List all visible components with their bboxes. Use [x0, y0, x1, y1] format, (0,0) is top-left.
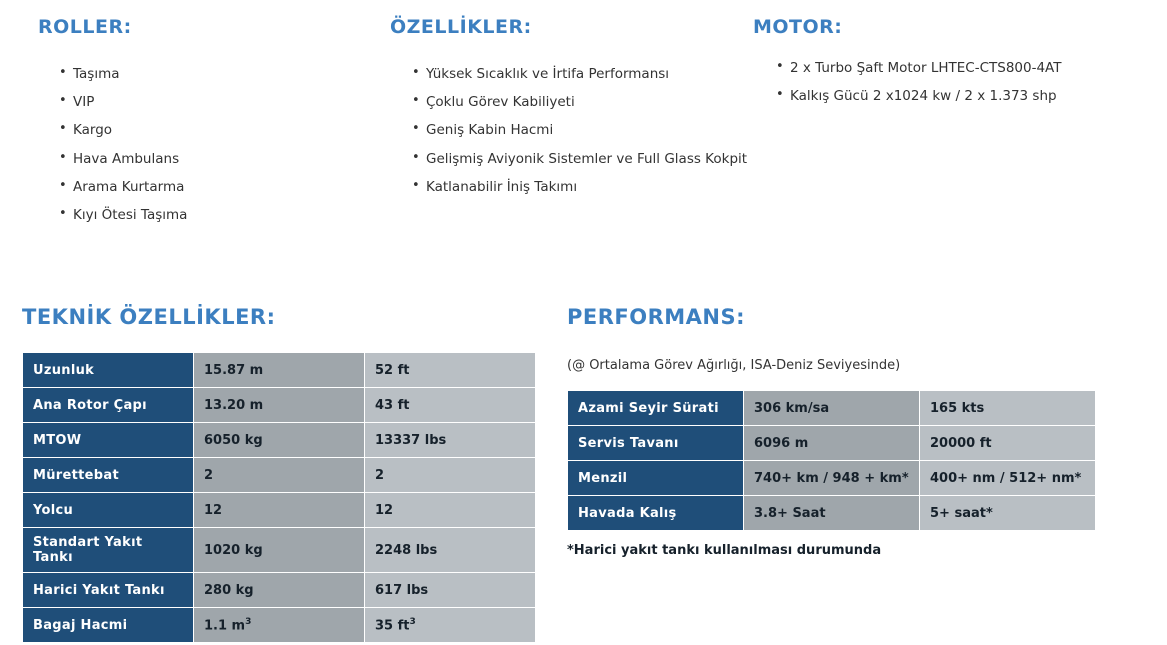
- spec-imperial-cell: 35 $ft^3$: [365, 608, 536, 643]
- table-row: [568, 461, 1096, 496]
- spec-metric-cell: 6096 m: [744, 426, 920, 461]
- features-heading: ÖZELLİKLER:: [390, 16, 532, 38]
- engine-list: [772, 60, 1167, 116]
- performance-heading: PERFORMANS:: [567, 305, 746, 329]
- table-row: [23, 353, 536, 388]
- spec-label-cell: Standart Yakıt Tankı: [23, 528, 194, 573]
- spec-metric-cell: 2: [194, 458, 365, 493]
- performance-footnote: *Harici yakıt tankı kullanılması durumunda: [567, 543, 882, 558]
- table-row: [23, 388, 536, 423]
- list-item: • Kalkış Gücü 2 x1024 kw / 2 x 1.373 shp: [790, 88, 1167, 104]
- table-row: [23, 458, 536, 493]
- technical-heading: TEKNİK ÖZELLİKLER:: [22, 305, 276, 329]
- list-item: • Geniş Kabin Hacmi: [426, 122, 806, 138]
- spec-metric-cell: 15.87 m: [194, 353, 365, 388]
- spec-label-cell: Harici Yakıt Tankı: [23, 573, 194, 608]
- spec-label-cell: Ana Rotor Çapı: [23, 388, 194, 423]
- table-row: [568, 391, 1096, 426]
- list-item: • Kıyı Ötesi Taşıma: [73, 207, 373, 223]
- table-row: [23, 528, 536, 573]
- spec-metric-cell: 12: [194, 493, 365, 528]
- spec-imperial-cell: 52 ft: [365, 353, 536, 388]
- list-item: • Hava Ambulans: [73, 151, 373, 167]
- list-item: • Kargo: [73, 122, 373, 138]
- table-row: [568, 426, 1096, 461]
- performance-specs-table: [567, 390, 1096, 531]
- spec-imperial-cell: 2248 lbs: [365, 528, 536, 573]
- spec-label-cell: Bagaj Hacmi: [23, 608, 194, 643]
- list-item: • Arama Kurtarma: [73, 179, 373, 195]
- spec-label-cell: Havada Kalış: [568, 496, 744, 531]
- spec-imperial-cell: 13337 lbs: [365, 423, 536, 458]
- table-row: [23, 573, 536, 608]
- table-row: [23, 493, 536, 528]
- spec-label-cell: Servis Tavanı: [568, 426, 744, 461]
- spec-imperial-cell: 20000 ft: [920, 426, 1096, 461]
- spec-imperial-cell: 2: [365, 458, 536, 493]
- spec-label-cell: Mürettebat: [23, 458, 194, 493]
- roles-list: [55, 66, 373, 235]
- features-list: [408, 66, 806, 207]
- list-item: • Taşıma: [73, 66, 373, 82]
- list-item: • Çoklu Görev Kabiliyeti: [426, 94, 806, 110]
- spec-metric-cell: 13.20 m: [194, 388, 365, 423]
- spec-imperial-cell: 165 kts: [920, 391, 1096, 426]
- list-item: • Gelişmiş Aviyonik Sistemler ve Full Glass Kokpit: [426, 151, 806, 167]
- spec-metric-cell: 280 kg: [194, 573, 365, 608]
- list-item: • VIP: [73, 94, 373, 110]
- spec-metric-cell: 1.1 $m^3$: [194, 608, 365, 643]
- spec-metric-cell: 6050 kg: [194, 423, 365, 458]
- spec-metric-cell: 306 km/sa: [744, 391, 920, 426]
- spec-label-cell: Menzil: [568, 461, 744, 496]
- spec-imperial-cell: 5+ saat*: [920, 496, 1096, 531]
- table-row: [23, 423, 536, 458]
- spec-imperial-cell: 617 lbs: [365, 573, 536, 608]
- list-item: • Katlanabilir İniş Takımı: [426, 179, 806, 195]
- engine-heading: MOTOR:: [753, 16, 843, 38]
- list-item: • Yüksek Sıcaklık ve İrtifa Performansı: [426, 66, 806, 82]
- spec-imperial-cell: 43 ft: [365, 388, 536, 423]
- list-item: • 2 x Turbo Şaft Motor LHTEC-CTS800-4AT: [790, 60, 1167, 76]
- spec-metric-cell: 740+ km / 948 + km*: [744, 461, 920, 496]
- spec-metric-cell: 3.8+ Saat: [744, 496, 920, 531]
- table-row: [23, 608, 536, 643]
- spec-imperial-cell: 400+ nm / 512+ nm*: [920, 461, 1096, 496]
- spec-imperial-cell: 12: [365, 493, 536, 528]
- roles-heading: ROLLER:: [38, 16, 132, 38]
- spec-label-cell: Azami Seyir Sürati: [568, 391, 744, 426]
- spec-metric-cell: 1020 kg: [194, 528, 365, 573]
- spec-label-cell: Yolcu: [23, 493, 194, 528]
- performance-note: (@ Ortalama Görev Ağırlığı, ISA-Deniz Seviyesinde): [567, 358, 901, 373]
- spec-label-cell: MTOW: [23, 423, 194, 458]
- spec-label-cell: Uzunluk: [23, 353, 194, 388]
- technical-specs-table: [22, 352, 536, 643]
- table-row: [568, 496, 1096, 531]
